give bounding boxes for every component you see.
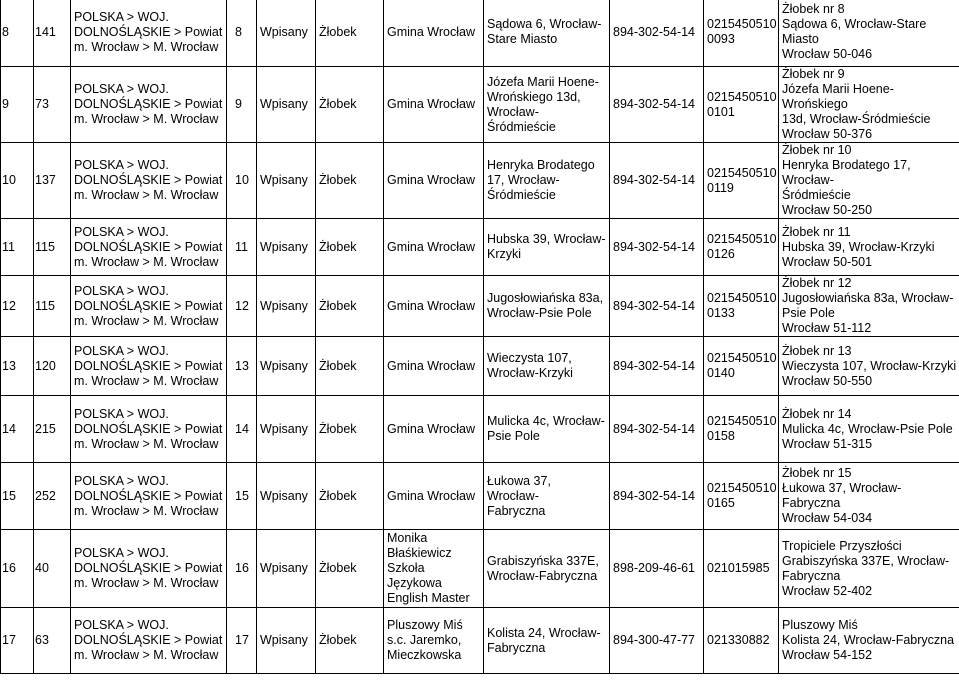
operator-cell: Gmina Wrocław (384, 276, 484, 337)
facility-cell: Żłobek nr 11 Hubska 39, Wrocław-Krzyki Wrocław 50-501 (779, 219, 959, 276)
regon-cell: 0215450510 0165 (704, 463, 779, 530)
location-cell: POLSKA > WOJ. DOLNOŚLĄSKIE > Powiat m. Wrocław > M. Wrocław (71, 0, 227, 67)
operator-address-cell: Jugosłowiańska 83a, Wrocław-Psie Pole (484, 276, 610, 337)
status-cell: Wpisany (257, 530, 316, 608)
nip-cell: 894-302-54-14 (610, 396, 704, 463)
location-cell: POLSKA > WOJ. DOLNOŚLĄSKIE > Powiat m. Wrocław > M. Wrocław (71, 608, 227, 674)
institution-type-cell: Żłobek (316, 396, 384, 463)
regon-cell: 021015985 (704, 530, 779, 608)
location-cell: POLSKA > WOJ. DOLNOŚLĄSKIE > Powiat m. Wrocław > M. Wrocław (71, 219, 227, 276)
facility-cell: Tropiciele Przyszłości Grabiszyńska 337E, Wrocław- Fabryczna Wrocław 52-402 (779, 530, 959, 608)
entry-number-cell: 14 (227, 396, 257, 463)
nip-cell: 894-302-54-14 (610, 143, 704, 219)
record-id-cell: 115 (34, 219, 71, 276)
regon-cell: 0215450510 0093 (704, 0, 779, 67)
regon-cell: 0215450510 0133 (704, 276, 779, 337)
nip-cell: 894-302-54-14 (610, 337, 704, 396)
operator-cell: Gmina Wrocław (384, 0, 484, 67)
regon-cell: 0215450510 0126 (704, 219, 779, 276)
entry-number-cell: 12 (227, 276, 257, 337)
record-id-cell: 141 (34, 0, 71, 67)
operator-cell: Gmina Wrocław (384, 67, 484, 143)
regon-cell: 0215450510 0158 (704, 396, 779, 463)
operator-address-cell: Mulicka 4c, Wrocław- Psie Pole (484, 396, 610, 463)
status-cell: Wpisany (257, 0, 316, 67)
institution-type-cell: Żłobek (316, 219, 384, 276)
nip-cell: 894-302-54-14 (610, 0, 704, 67)
operator-cell: Gmina Wrocław (384, 396, 484, 463)
entry-number-cell: 11 (227, 219, 257, 276)
facility-cell: Żłobek nr 9 Józefa Marii Hoene-Wrońskiego 13d, Wrocław-Śródmieście Wrocław 50-376 (779, 67, 959, 143)
entry-number-cell: 16 (227, 530, 257, 608)
record-id-cell: 40 (34, 530, 71, 608)
table-row (1, 143, 959, 219)
status-cell: Wpisany (257, 608, 316, 674)
status-cell: Wpisany (257, 67, 316, 143)
table-row (1, 530, 959, 608)
institution-type-cell: Żłobek (316, 530, 384, 608)
location-cell: POLSKA > WOJ. DOLNOŚLĄSKIE > Powiat m. Wrocław > M. Wrocław (71, 337, 227, 396)
regon-cell: 0215450510 0119 (704, 143, 779, 219)
regon-cell: 0215450510 0101 (704, 67, 779, 143)
row-number-cell: 11 (1, 219, 34, 276)
record-id-cell: 137 (34, 143, 71, 219)
record-id-cell: 73 (34, 67, 71, 143)
row-number-cell: 16 (1, 530, 34, 608)
table-row (1, 276, 959, 337)
row-number-cell: 13 (1, 337, 34, 396)
operator-cell: Monika Błaśkiewicz Szkoła Językowa English Master (384, 530, 484, 608)
table-row (1, 337, 959, 396)
operator-address-cell: Łukowa 37, Wrocław- Fabryczna (484, 463, 610, 530)
regon-cell: 021330882 (704, 608, 779, 674)
table-row (1, 67, 959, 143)
operator-cell: Gmina Wrocław (384, 337, 484, 396)
table-body (1, 0, 959, 674)
operator-cell: Gmina Wrocław (384, 463, 484, 530)
entry-number-cell: 17 (227, 608, 257, 674)
nip-cell: 894-300-47-77 (610, 608, 704, 674)
operator-address-cell: Sądowa 6, Wrocław- Stare Miasto (484, 0, 610, 67)
nip-cell: 894-302-54-14 (610, 67, 704, 143)
institution-type-cell: Żłobek (316, 608, 384, 674)
facility-cell: Żłobek nr 10 Henryka Brodatego 17, Wrocław- Śródmieście Wrocław 50-250 (779, 143, 959, 219)
operator-address-cell: Józefa Marii Hoene- Wrońskiego 13d, Wrocław-Śródmieście (484, 67, 610, 143)
operator-address-cell: Henryka Brodatego 17, Wrocław- Śródmieście (484, 143, 610, 219)
institution-type-cell: Żłobek (316, 463, 384, 530)
status-cell: Wpisany (257, 276, 316, 337)
entry-number-cell: 8 (227, 0, 257, 67)
row-number-cell: 12 (1, 276, 34, 337)
institution-type-cell: Żłobek (316, 67, 384, 143)
row-number-cell: 10 (1, 143, 34, 219)
operator-address-cell: Kolista 24, Wrocław- Fabryczna (484, 608, 610, 674)
table-row (1, 608, 959, 674)
status-cell: Wpisany (257, 219, 316, 276)
status-cell: Wpisany (257, 396, 316, 463)
table-row (1, 396, 959, 463)
institution-type-cell: Żłobek (316, 337, 384, 396)
row-number-cell: 14 (1, 396, 34, 463)
record-id-cell: 215 (34, 396, 71, 463)
status-cell: Wpisany (257, 337, 316, 396)
entry-number-cell: 10 (227, 143, 257, 219)
facility-cell: Żłobek nr 15 Łukowa 37, Wrocław-Fabryczna Wrocław 54-034 (779, 463, 959, 530)
status-cell: Wpisany (257, 143, 316, 219)
row-number-cell: 15 (1, 463, 34, 530)
row-number-cell: 8 (1, 0, 34, 67)
facility-cell: Żłobek nr 12 Jugosłowiańska 83a, Wrocław- Psie Pole Wrocław 51-112 (779, 276, 959, 337)
regon-cell: 0215450510 0140 (704, 337, 779, 396)
operator-address-cell: Grabiszyńska 337E, Wrocław-Fabryczna (484, 530, 610, 608)
row-number-cell: 17 (1, 608, 34, 674)
facility-cell: Żłobek nr 13 Wieczysta 107, Wrocław-Krzyki Wrocław 50-550 (779, 337, 959, 396)
institution-type-cell: Żłobek (316, 0, 384, 67)
facility-cell: Żłobek nr 8 Sądowa 6, Wrocław-Stare Miasto Wrocław 50-046 (779, 0, 959, 67)
institution-type-cell: Żłobek (316, 143, 384, 219)
operator-address-cell: Hubska 39, Wrocław- Krzyki (484, 219, 610, 276)
location-cell: POLSKA > WOJ. DOLNOŚLĄSKIE > Powiat m. Wrocław > M. Wrocław (71, 67, 227, 143)
institution-type-cell: Żłobek (316, 276, 384, 337)
entry-number-cell: 15 (227, 463, 257, 530)
nip-cell: 894-302-54-14 (610, 463, 704, 530)
table-row (1, 463, 959, 530)
facility-cell: Pluszowy Miś Kolista 24, Wrocław-Fabryczna Wrocław 54-152 (779, 608, 959, 674)
record-id-cell: 63 (34, 608, 71, 674)
operator-cell: Pluszowy Miś s.c. Jaremko, Mieczkowska (384, 608, 484, 674)
nip-cell: 894-302-54-14 (610, 276, 704, 337)
operator-cell: Gmina Wrocław (384, 143, 484, 219)
location-cell: POLSKA > WOJ. DOLNOŚLĄSKIE > Powiat m. Wrocław > M. Wrocław (71, 396, 227, 463)
table-row (1, 0, 959, 67)
nip-cell: 898-209-46-61 (610, 530, 704, 608)
record-id-cell: 252 (34, 463, 71, 530)
nip-cell: 894-302-54-14 (610, 219, 704, 276)
operator-cell: Gmina Wrocław (384, 219, 484, 276)
record-id-cell: 120 (34, 337, 71, 396)
status-cell: Wpisany (257, 463, 316, 530)
location-cell: POLSKA > WOJ. DOLNOŚLĄSKIE > Powiat m. Wrocław > M. Wrocław (71, 463, 227, 530)
table-row (1, 219, 959, 276)
operator-address-cell: Wieczysta 107, Wrocław-Krzyki (484, 337, 610, 396)
facility-cell: Żłobek nr 14 Mulicka 4c, Wrocław-Psie Pole Wrocław 51-315 (779, 396, 959, 463)
location-cell: POLSKA > WOJ. DOLNOŚLĄSKIE > Powiat m. Wrocław > M. Wrocław (71, 143, 227, 219)
entry-number-cell: 9 (227, 67, 257, 143)
record-id-cell: 115 (34, 276, 71, 337)
row-number-cell: 9 (1, 67, 34, 143)
location-cell: POLSKA > WOJ. DOLNOŚLĄSKIE > Powiat m. Wrocław > M. Wrocław (71, 276, 227, 337)
location-cell: POLSKA > WOJ. DOLNOŚLĄSKIE > Powiat m. Wrocław > M. Wrocław (71, 530, 227, 608)
entry-number-cell: 13 (227, 337, 257, 396)
